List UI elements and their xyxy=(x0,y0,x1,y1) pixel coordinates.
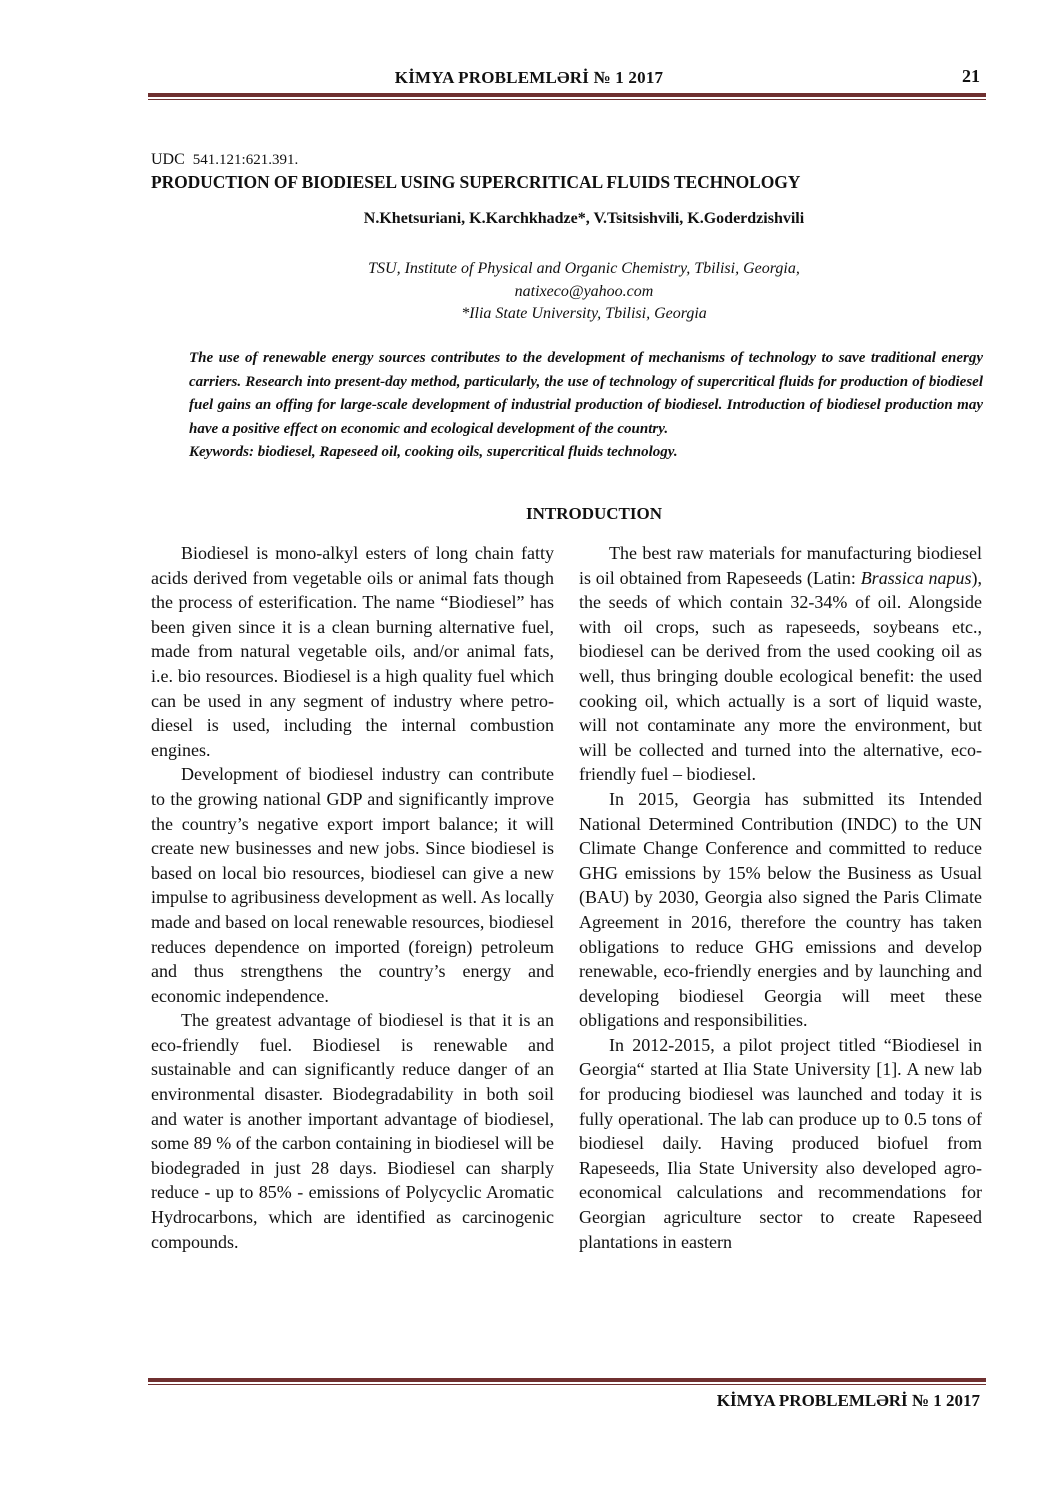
abstract-text: The use of renewable energy sources contributes to the development of mechanisms of technology to save traditional energy carriers. Research into present-day method, particularly, the use of technology of supercritical fluids for production of biodiesel fuel gains an offing for large-scale development of industrial production of biodiesel. Introduction of biodiesel production may have a positive effect on economic and ecological development of the country. xyxy=(189,350,983,437)
header-rule-thick xyxy=(148,93,986,97)
page-number: 21 xyxy=(962,66,980,86)
body-column-left xyxy=(151,541,554,1254)
latin-name: Brassica napus xyxy=(860,567,972,588)
body-column-right xyxy=(579,541,982,1254)
footer-rule xyxy=(148,1378,986,1385)
keywords xyxy=(189,441,983,465)
body-paragraph: In 2015, Georgia has submitted its Intended National Determined Contribution (INDC) to the UN Climate Change Conference and committed to reduce GHG emissions by 15% below the Business as Usual (BAU) by 2030, Georgia also signed the Paris Climate Agreement in 2016, therefore the country has taken obligations to reduce GHG emissions and develop renewable, eco-friendly energies and by launching and developing biodiesel Georgia will meet these obligations and responsibilities. xyxy=(579,788,982,1031)
header-rule-thin xyxy=(148,99,986,100)
running-footer-journal: KİMYA PROBLEMLƏRİ № 1 2017 xyxy=(716,1391,980,1410)
footer-rule-thin xyxy=(148,1384,986,1385)
udc-line xyxy=(151,151,298,169)
paragraph-text: The best raw materials for manufacturing biodiesel is oil obtained from Rapeseeds (Latin: xyxy=(579,543,982,588)
abstract xyxy=(189,347,983,465)
paragraph-text: ), the seeds of which contain 32-34% of oil. Alongside with oil crops, such as rapeseeds, soybeans etc., biodiesel can be derived from the used cooking oil as well, thus bringing double ecological benefit: the used cooking oil, which actually is a sort of liquid waste, will not contaminate any more the environment, but will be collected and turned into the alternative, eco-friendly fuel – biodiesel. xyxy=(579,567,982,785)
udc-code: 541.121:621.391. xyxy=(192,152,299,168)
body-paragraph: The greatest advantage of biodiesel is that it is an eco-friendly fuel. Biodiesel is renewable and sustainable and can significantly reduce danger of an environmental disaster. Biodegradability in both soil and water is another important advantage of biodiesel, some 89 % of the carbon containing in biodiesel will be biodegraded in just 28 days. Biodiesel can sharply reduce - up to 85% - emissions of Polycyclic Aromatic Hydrocarbons, which are identified as carcinogenic compounds. xyxy=(151,1010,554,1252)
body-paragraph xyxy=(579,541,982,787)
article-title: PRODUCTION OF BIODIESEL USING SUPERCRITICAL FLUIDS TECHNOLOGY xyxy=(151,172,801,192)
body-paragraph: Biodiesel is mono-alkyl esters of long chain fatty acids derived from vegetable oils or animal fats though the process of esterification. The name “Biodiesel” has been given since it is a clean burning alternative fuel, made from natural vegetable oils, and/or animal fats, i.e. bio resources. Biodiesel is a high quality fuel which can be used in any segment of industry where petro-diesel is used, including the internal combustion engines. xyxy=(151,543,554,760)
keywords-text: biodiesel, Rapeseed oil, cooking oils, supercritical fluids technology. xyxy=(254,444,678,460)
footer-rule-thick xyxy=(148,1378,986,1382)
affiliation-line: *Ilia State University, Tbilisi, Georgia xyxy=(461,305,707,322)
article-authors: N.Khetsuriani, K.Karchkhadze*, V.Tsitsishvili, K.Goderdzishvili xyxy=(363,210,805,227)
udc-label: UDC xyxy=(151,151,185,168)
keywords-label: Keywords: xyxy=(189,444,254,460)
running-header-journal: KİMYA PROBLEMLƏRİ № 1 2017 xyxy=(394,68,664,87)
body-paragraph: Development of biodiesel industry can contribute to the growing national GDP and significantly improve the country’s negative export import balance; it will create new businesses and new jobs. Since biodiesel is based on local bio resources, biodiesel can give a new impulse to agribusiness development as well. As locally made and based on local renewable resources, biodiesel reduces dependence on imported (foreign) petroleum and thus strengthens the country’s energy and economic independence. xyxy=(151,764,554,1006)
header-rule xyxy=(148,93,986,100)
affiliation-line: TSU, Institute of Physical and Organic Chemistry, Tbilisi, Georgia, xyxy=(368,260,800,277)
affiliation-email: natixeco@yahoo.com xyxy=(514,282,654,300)
section-heading-introduction: INTRODUCTION xyxy=(525,504,663,523)
affiliations xyxy=(0,258,1058,326)
body-paragraph: In 2012-2015, a pilot project titled “Biodiesel in Georgia“ started at Ilia State University [1]. A new lab for producing biodiesel was launched and today it is fully operational. The lab can produce up to 0.5 tons of biodiesel daily. Having produced biofuel from Rapeseeds, Ilia State University also developed agro-economical calculations and recommendations for Georgian agriculture sector to create Rapeseed plantations in eastern xyxy=(579,1034,982,1252)
